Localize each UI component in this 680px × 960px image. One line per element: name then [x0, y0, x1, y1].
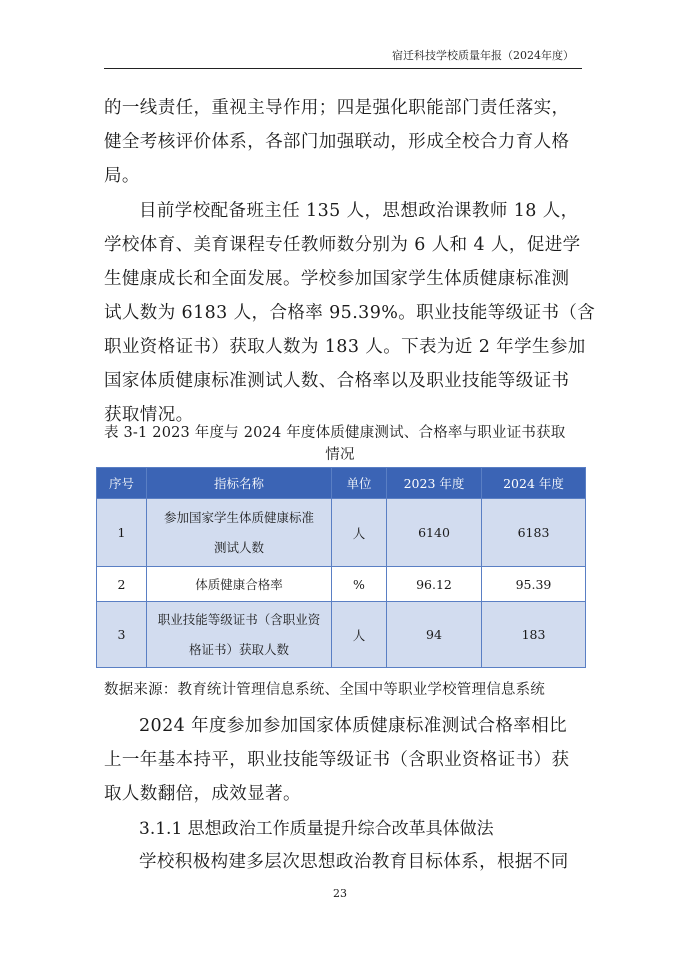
cell-no: 1 — [97, 499, 147, 567]
body-line: 生健康成长和全面发展。学校参加国家学生体质健康标准测 — [104, 269, 570, 289]
body-line: 局。 — [104, 166, 140, 186]
cell-unit: 人 — [332, 499, 387, 567]
cell-no: 3 — [97, 602, 147, 668]
body-line: 学校体育、美育课程专任教师数分别为 6 人和 4 人，促进学 — [104, 235, 581, 255]
cell-2024: 183 — [482, 602, 586, 668]
body-line: 职业资格证书）获取人数为 183 人。下表为近 2 年学生参加 — [104, 337, 586, 357]
table-row — [97, 602, 586, 668]
cell-unit: 人 — [332, 602, 387, 668]
data-source-note: 数据来源：教育统计管理信息系统、全国中等职业学校管理信息系统 — [104, 682, 545, 698]
table-caption: 表 3-1 2023 年度与 2024 年度体质健康测试、合格率与职业证书获取 — [104, 425, 566, 441]
body-line: 2024 年度参加参加国家体质健康标准测试合格率相比 — [139, 716, 567, 736]
body-line: 国家体质健康标准测试人数、合格率以及职业技能等级证书 — [104, 371, 570, 391]
col-header-no: 序号 — [97, 468, 147, 499]
col-header-2024: 2024 年度 — [482, 468, 586, 499]
cell-name-line: 职业技能等级证书（含职业资 — [157, 611, 321, 627]
cell-unit: % — [332, 567, 387, 602]
cell-name-line: 测试人数 — [213, 539, 264, 555]
cell-2023: 6140 — [387, 499, 482, 567]
cell-name — [147, 567, 332, 602]
body-line: 健全考核评价体系，各部门加强联动，形成全校合力育人格 — [104, 132, 570, 152]
cell-2024: 6183 — [482, 499, 586, 567]
col-header-2023: 2023 年度 — [387, 468, 482, 499]
body-line: 目前学校配备班主任 135 人，思想政治课教师 18 人， — [139, 201, 579, 221]
col-header-unit: 单位 — [332, 468, 387, 499]
cell-name — [147, 602, 332, 668]
table-row — [97, 499, 586, 567]
body-line: 获取情况。 — [104, 405, 194, 425]
cell-2024: 95.39 — [482, 567, 586, 602]
cell-2023: 96.12 — [387, 567, 482, 602]
body-line: 试人数为 6183 人，合格率 95.39%。职业技能等级证书（含 — [104, 303, 596, 323]
header-title: 宿迁科技学校质量年报（2024年度） — [392, 49, 574, 62]
body-line: 的一线责任，重视主导作用；四是强化职能部门责任落实， — [104, 98, 570, 118]
table-row — [97, 567, 586, 602]
cell-2023: 94 — [387, 602, 482, 668]
col-header-name: 指标名称 — [147, 468, 332, 499]
cell-name-line: 格证书）获取人数 — [188, 641, 289, 657]
page-header — [104, 40, 582, 69]
page-number: 23 — [333, 887, 347, 900]
table-header-row — [97, 468, 586, 499]
body-line: 上一年基本持平，职业技能等级证书（含职业资格证书）获 — [104, 750, 570, 770]
cell-name-line: 参加国家学生体质健康标准 — [163, 509, 314, 525]
cell-name-line: 体质健康合格率 — [195, 577, 283, 592]
data-table — [96, 467, 586, 668]
body-line: 学校积极构建多层次思想政治教育目标体系，根据不同 — [139, 852, 569, 872]
cell-no: 2 — [97, 567, 147, 602]
table-caption-cont: 情况 — [325, 447, 355, 463]
body-line: 取人数翻倍，成效显著。 — [104, 784, 301, 804]
section-heading: 3.1.1 思想政治工作质量提升综合改革具体做法 — [139, 819, 494, 839]
cell-name — [147, 499, 332, 567]
